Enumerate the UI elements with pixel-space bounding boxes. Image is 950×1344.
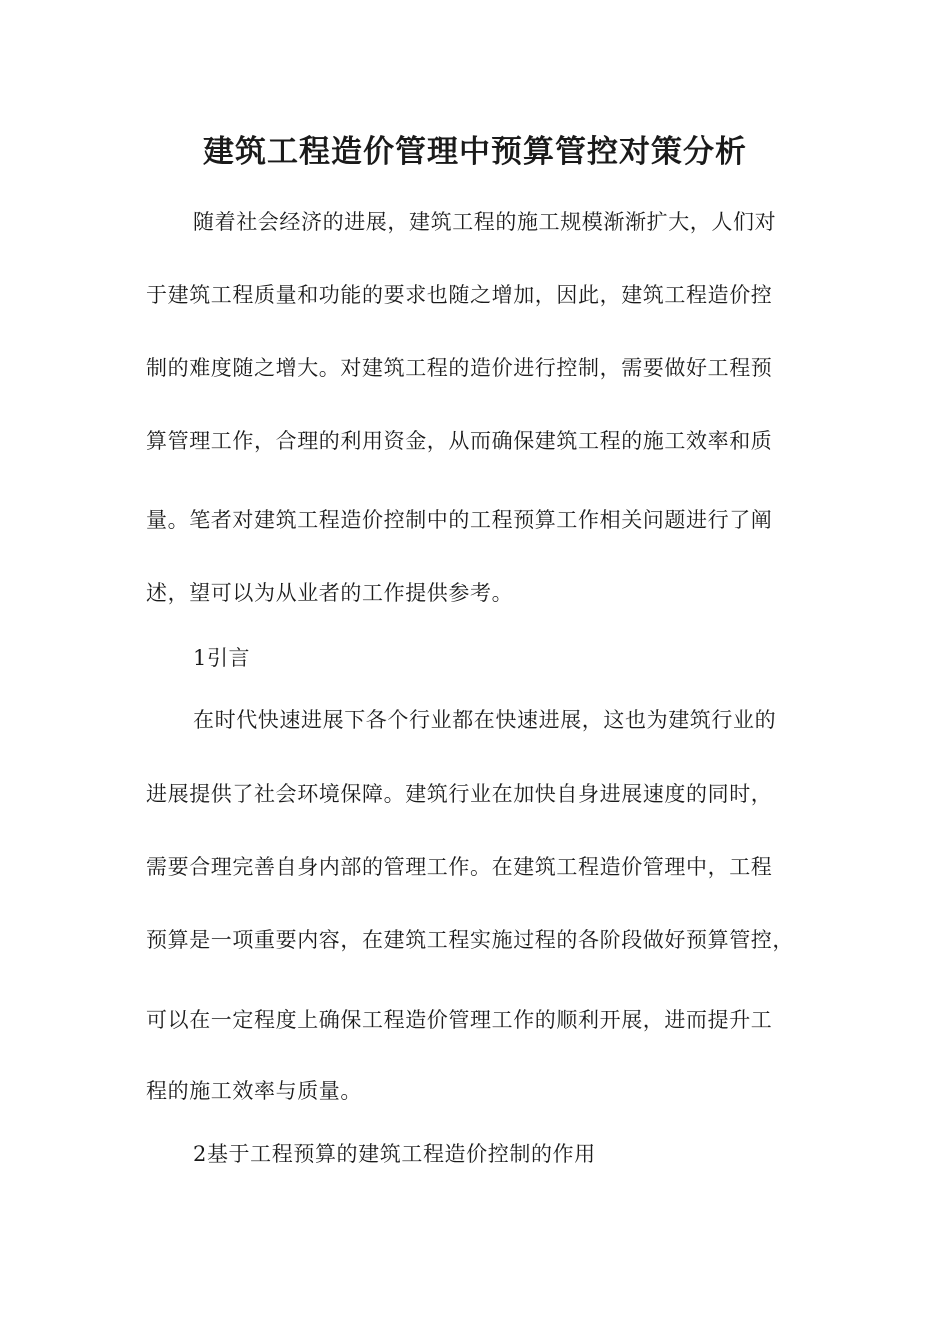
section-heading-introduction: 1引言: [193, 646, 251, 670]
paragraph-line: 于建筑工程质量和功能的要求也随之增加，因此，建筑工程造价控: [146, 283, 773, 307]
paragraph-line: 量。笔者对建筑工程造价控制中的工程预算工作相关问题进行了阐: [146, 508, 773, 532]
paragraph-line: 在时代快速进展下各个行业都在快速进展，这也为建筑行业的: [193, 708, 777, 732]
paragraph-line: 算管理工作，合理的利用资金，从而确保建筑工程的施工效率和质: [146, 429, 773, 453]
paragraph-line: 可以在一定程度上确保工程造价管理工作的顺利开展，进而提升工: [146, 1008, 773, 1032]
paragraph-line: 述，望可以为从业者的工作提供参考。: [146, 581, 514, 605]
paragraph-line: 预算是一项重要内容，在建筑工程实施过程的各阶段做好预算管控，: [146, 928, 794, 952]
paragraph-line: 制的难度随之增大。对建筑工程的造价进行控制，需要做好工程预: [146, 356, 773, 380]
paragraph-line: 随着社会经济的进展，建筑工程的施工规模渐渐扩大，人们对: [193, 210, 777, 234]
section-heading-role: 2基于工程预算的建筑工程造价控制的作用: [193, 1142, 596, 1166]
page-title: 建筑工程造价管理中预算管控对策分析: [203, 134, 747, 170]
paragraph-line: 需要合理完善自身内部的管理工作。在建筑工程造价管理中，工程: [146, 855, 773, 879]
paragraph-line: 进展提供了社会环境保障。建筑行业在加快自身进展速度的同时，: [146, 782, 773, 806]
paragraph-line: 程的施工效率与质量。: [146, 1079, 362, 1103]
